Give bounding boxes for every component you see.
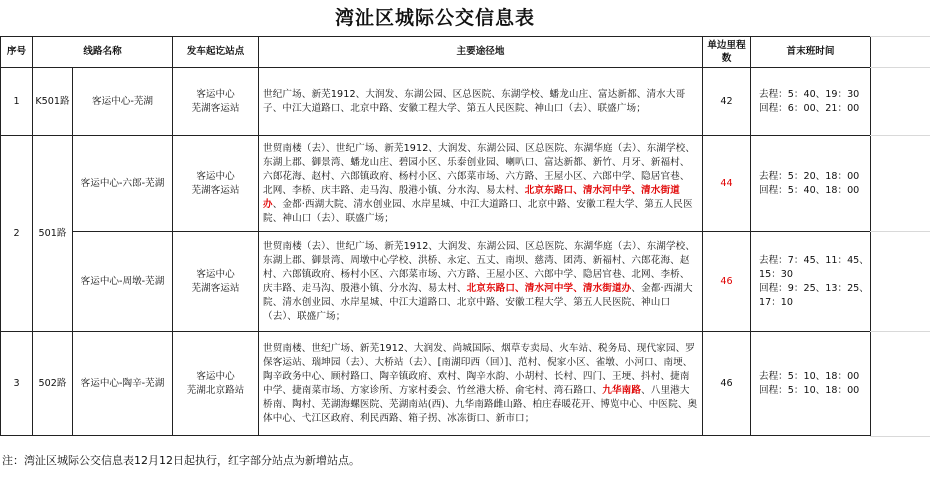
header-route: 主要途径地 — [259, 37, 703, 68]
page-title: 湾沚区城际公交信息表 — [0, 0, 870, 37]
row-no: 1 — [1, 68, 33, 136]
header-station: 发车起讫站点 — [173, 37, 259, 68]
station: 客运中心 芜湖客运站 — [173, 232, 259, 332]
line-number: K501路 — [33, 68, 73, 136]
route-stops: 世纪广场、新芜1912、大润发、东湖公园、区总医院、东湖学校、蟠龙山庄、富达新都、清水大哥子、中江大道路口、北京中路、安徽工程大学、第五人民医院、神山口（去）、联盛广场； — [259, 68, 703, 136]
schedule: 去程：5：10、18：00 回程：5：10、18：00 — [751, 332, 871, 436]
schedule: 去程：7：45、11：45、15：30 回程：9：25、13：25、17：10 — [751, 232, 871, 332]
station: 客运中心 芜湖客运站 — [173, 68, 259, 136]
km: 44 — [703, 136, 751, 232]
table-row — [1, 136, 871, 232]
line-number: 501路 — [33, 136, 73, 332]
line-name: 客运中心-陶辛-芜湖 — [73, 332, 173, 436]
bus-table — [0, 36, 871, 436]
footnote: 注：湾沚区城际公交信息表12月12日起执行，红字部分站点为新增站点。 — [2, 454, 360, 467]
line-name: 客运中心-芜湖 — [73, 68, 173, 136]
line-name: 客运中心-周墩-芜湖 — [73, 232, 173, 332]
header-km: 单边里程数 — [703, 37, 751, 68]
table-header-row — [1, 37, 871, 68]
row-no: 3 — [1, 332, 33, 436]
header-line-name: 线路名称 — [33, 37, 173, 68]
schedule: 去程：5：20、18：00 回程：5：40、18：00 — [751, 136, 871, 232]
new-stations: 北京东路口、清水河中学、清水街道办 — [466, 282, 632, 294]
line-name: 客运中心-六郎-芜湖 — [73, 136, 173, 232]
new-stations: 九华南路 — [602, 384, 642, 396]
row-no: 2 — [1, 136, 33, 332]
table-row — [1, 68, 871, 136]
new-stations: 北京东路口、清水河中学、清水街道办 — [263, 184, 680, 210]
header-times: 首末班时间 — [751, 37, 871, 68]
station: 客运中心 芜湖客运站 — [173, 136, 259, 232]
header-no: 序号 — [1, 37, 33, 68]
route-stops: 世贸南楼（去）、世纪广场、新芜1912、大润发、东湖公园、区总医院、东湖华庭（去）、东湖学校、东湖上郡、御景湾、周墩中心学校、洪桥、永定、五丈、南坝、慈湾、团湾、新福村、六郎花海、赵村、六郎镇政府、杨村小区、六郎菜市场、六方路、王屋小区、六郎中学、隐居官巷、北网、李桥、庆丰路、走马沟、殷港小镇、分水沟、易太村、北京东路口、清水河中学、清水街道办、金都·西湖大院、清水创业园、水岸星城、中江大道路口、北京中路、安徽工程大学、第五人民医院、神山口（去）、联盛广场； — [259, 232, 703, 332]
schedule: 去程：5：40、19：30 回程：6：00、21：00 — [751, 68, 871, 136]
line-number: 502路 — [33, 332, 73, 436]
sheet-gridlines — [870, 0, 930, 486]
table-row — [1, 332, 871, 436]
route-stops: 世贸南楼（去）、世纪广场、新芜1912、大润发、东湖公园、区总医院、东湖华庭（去）、东湖学校、东湖上郡、御景湾、蟠龙山庄、碧园小区、乐泰创业园、喇叭口、富达新都、新竹、月牙、新福村、六郎花海、赵村、六郎镇政府、杨村小区、六郎菜市场、六方路、王屋小区、六郎中学、隐居官巷、北网、李桥、庆丰路、走马沟、殷港小镇、分水沟、易太村、北京东路口、清水河中学、清水街道办、金都·西湖大院、清水创业园、水岸星城、中江大道路口、北京中路、安徽工程大学、第五人民医院、神山口（去）、联盛广场； — [259, 136, 703, 232]
table-row — [1, 232, 871, 332]
km: 42 — [703, 68, 751, 136]
km: 46 — [703, 332, 751, 436]
km: 46 — [703, 232, 751, 332]
route-stops: 世贸南楼、世纪广场、新芜1912、大润发、尚城国际、烟草专卖局、火车站、税务局、现代家园、罗保客运站、瑞坤园（去）、大桥站（去）、[南湖印西（回）]、范村、倪家小区、雀墩、小河口、南埂、陶辛政务中心、顾村路口、陶辛镇政府、欢村、陶辛水韵、小胡村、长村、四门、王埂、抖村、捷南中学、捷南菜市场、方家诊所、方家村委会、竹丝港大桥、俞宅村、湾石路口、九华南路、八里港大桥南、陶村、芜湖海螺医院、芜湖南站(西)、九华南路雌山路、柏庄春暖花开、博览中心、中医院、奥体中心、弋江区政府、利民西路、箱子拐、冰冻街口、新市口； — [259, 332, 703, 436]
station: 客运中心 芜湖北京路站 — [173, 332, 259, 436]
